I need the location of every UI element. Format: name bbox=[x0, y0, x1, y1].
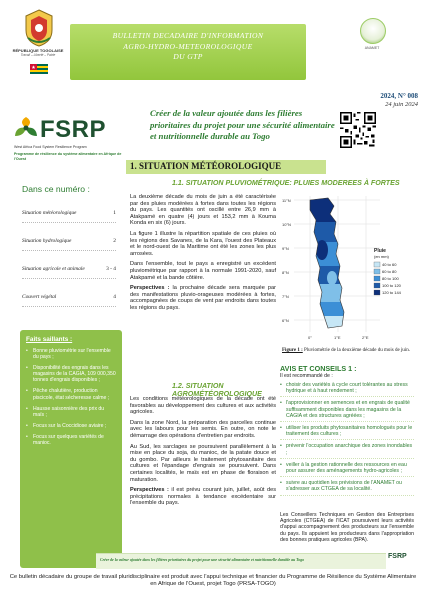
banner-line-2: AGRO-HYDRO-METEOROLOGIQUE bbox=[123, 41, 253, 51]
avis-item: • prévenir l'occupation anarchique des zones inondables ; bbox=[280, 443, 414, 458]
toc-item-label: Situation agricole et animale bbox=[22, 266, 85, 272]
avis-item: • utiliser les produits phytosanitaires homologués pour le traitement des cultures ; bbox=[280, 425, 414, 440]
footer-text: Ce bulletin décadaire du groupe de travail pluridisciplinaire est produit avec l'appui technique et financier du Programme de Résilience du Système Alimentaire en Afrique de l'Ouest, projet Togo (PRSA-TOGO) bbox=[9, 574, 417, 588]
toc-divider bbox=[22, 306, 116, 307]
lat-label: 7°N bbox=[282, 294, 289, 299]
lon-label: 2°E bbox=[362, 335, 369, 340]
perspectives-label: Perspectives : bbox=[130, 487, 169, 494]
paragraph: Au Sud, les sarclages se poursuivent parallèlement à la mise en place du soja, du manioc, de la patate douce et du gombo. Par ailleurs le traitement phytosanitaire des cultures et l'épandage d'engrais se poursuivent. Dans certaines localités, le maïs est en phase de floraison et maturation. bbox=[130, 443, 276, 483]
paragraph: La figure 1 illustre la répartition spatiale de ces pluies où les régions des Savanes, de la Kara, l'ouest des Plateaux et le nord-ouest de la Maritime ont été les zones les plus arrosées. bbox=[130, 230, 276, 257]
avis-item: • suivre au quotidien les prévisions de l'ANAMET ou s'adresser aux CTGEA de sa localité. bbox=[280, 480, 414, 495]
faits-item: • Bonne pluviométrie sur l'ensemble du pays ; bbox=[26, 348, 116, 360]
paragraph bbox=[130, 487, 276, 507]
lat-label: 6°N bbox=[282, 318, 289, 323]
faits-item: • Hausse saisonnière des prix du maïs ; bbox=[26, 406, 116, 418]
faits-list bbox=[26, 348, 116, 446]
toc-item-hydro[interactable] bbox=[22, 238, 116, 244]
avis-note: Les Conseillers Techniques en Gestion des Entreprises Agricoles (CTGEA) de l'ICAT poursuivent leurs activités d'appui accompagnement des producteurs sur l'ensemble du pays. Ils appuient les producteurs dans l'appropriation des bonnes pratiques agricoles (BPA). bbox=[280, 512, 414, 543]
anamet-label: ANAMET bbox=[364, 46, 380, 50]
footer-bar-text: Créer de la valeur ajoutée dans les filières prioritaires du projet pour une sécurité alimentaire et nutritionnelle durable au Togo bbox=[100, 558, 305, 562]
legend-label: 60 to 80 bbox=[382, 269, 397, 275]
title-banner bbox=[70, 24, 306, 80]
avis-item: • l'approvisionner en semences et en engrais de qualité suffisamment disponibles dans les magasins de la CAGIA et des structures agréées ; bbox=[280, 400, 414, 422]
avis-intro: Il est recommandé de : bbox=[280, 373, 333, 379]
faits-item: • Focus sur la Coccidiose aviaire ; bbox=[26, 423, 116, 429]
legend-unit: (en mm) bbox=[374, 254, 389, 259]
republic-motto: Travail – Liberté – Patrie bbox=[20, 53, 56, 57]
fsrp-program-fr: Programme de résilience du système alimentaire en Afrique de l'Ouest bbox=[14, 152, 122, 161]
subsection-1-2-body bbox=[130, 396, 276, 511]
lon-label: 0° bbox=[308, 335, 312, 340]
toc-divider bbox=[22, 250, 116, 251]
toc-item-page: 3 - 4 bbox=[106, 266, 116, 272]
lat-label: 10°N bbox=[282, 222, 291, 227]
legend-label: 120 to 144 bbox=[382, 290, 401, 296]
faits-item: • Focus sur quelques variétés de manioc. bbox=[26, 434, 116, 446]
banner-line-3: DU GTP bbox=[173, 52, 203, 61]
faits-title: Faits saillants : bbox=[26, 336, 73, 343]
avis-item: • choisir des variétés à cycle court tolérantes au stress hydrique et à haut rendement ; bbox=[280, 382, 414, 397]
toc-item-couvert[interactable] bbox=[22, 294, 116, 300]
subsection-1-1-title: 1.1. SITUATION PLUVIOMÉTRIQUE: PLUIES MODEREES À FORTES bbox=[172, 179, 400, 187]
fsrp-logo-icon bbox=[12, 114, 40, 142]
avis-title: AVIS ET CONSEILS 1 : bbox=[280, 364, 357, 373]
toc-title: Dans ce numéro : bbox=[22, 184, 90, 194]
subsection-1-1-body bbox=[130, 194, 276, 316]
toc-item-page: 2 bbox=[113, 238, 116, 244]
fsrp-wordmark: FSRP bbox=[40, 116, 107, 143]
figure-caption-text: Pluviométrie de la deuxième décade du mois de juin. bbox=[302, 348, 410, 353]
legend-swatch bbox=[374, 290, 380, 295]
toc-divider bbox=[22, 222, 116, 223]
toc-item-page: 4 bbox=[113, 294, 116, 300]
paragraph bbox=[130, 285, 276, 311]
legend-swatch bbox=[374, 262, 380, 267]
paragraph: La deuxième décade du mois de juin a été caractérisée par des pluies modérées à fortes dans toutes les régions du pays. Les quantités ont oscillé entre 26,9 mm à Atakpamé en quatre (4) jours et 153,2 mm à Kouma Konda en six (6) jours. bbox=[130, 194, 276, 227]
avis-list bbox=[280, 382, 414, 499]
rainfall-map bbox=[280, 192, 414, 344]
figure-label: Figure 1 : bbox=[282, 348, 303, 353]
anamet-logo-icon bbox=[360, 18, 386, 44]
toc-item-meteo[interactable] bbox=[22, 210, 116, 216]
paragraph: Les conditions météorologiques de la décade ont été favorables au développement des cultures et aux activités agricoles. bbox=[130, 396, 276, 416]
toc-item-label: Situation météorologique bbox=[22, 210, 77, 216]
qr-code-icon[interactable] bbox=[340, 112, 376, 148]
legend-swatch bbox=[374, 276, 380, 281]
avis-item: • veiller à la gestion rationnelle des ressources en eau pour assurer des aménagements hydro-agricoles ; bbox=[280, 462, 414, 477]
legend-label: 40 to 60 bbox=[382, 262, 397, 268]
legend-title: Pluie bbox=[374, 248, 386, 254]
toc-item-label: Situation hydrologique bbox=[22, 238, 72, 244]
legend-swatch bbox=[374, 269, 380, 274]
figure-caption bbox=[282, 348, 412, 354]
toc-item-agricole[interactable] bbox=[22, 266, 116, 272]
toc-divider bbox=[22, 278, 116, 279]
republic-label: RÉPUBLIQUE TOGOLAISE bbox=[12, 48, 64, 53]
toc-item-label: Couvert végétal bbox=[22, 294, 57, 300]
faits-saillants-box bbox=[20, 330, 122, 568]
subsection-1-2-title: 1.2. SITUATION AGROMÉTÉOROLOGIQUE bbox=[172, 382, 262, 398]
issue-date: 24 juin 2024 bbox=[385, 101, 418, 108]
paragraph: Dans la zone Nord, la préparation des parcelles continue avec les labours pour les semis. En outre, on note le démarrage des opérations d'entretien par endroits. bbox=[130, 419, 276, 439]
lat-label: 9°N bbox=[282, 246, 289, 251]
perspectives-label: Perspectives : bbox=[130, 285, 170, 292]
issue-number: 2024, N° 008 bbox=[380, 92, 418, 100]
togo-flag-icon bbox=[30, 64, 48, 74]
faits-item: • Pêche chalutière, production piscicole, état sécheresse calme ; bbox=[26, 388, 116, 400]
legend-swatch bbox=[374, 283, 380, 288]
toc-item-page: 1 bbox=[113, 210, 116, 216]
legend-label: 80 to 100 bbox=[382, 276, 399, 282]
faits-item: • Disponibilité des engrais dans les magasins de la CAGIA, 109 000,350 tonnes d'engrais disponibles ; bbox=[26, 365, 116, 383]
perspectives-text: il est prévu courant juin, juillet, août des précipitations normales à tendance excédentaire sur l'ensemble du pays. bbox=[130, 487, 277, 507]
lon-label: 1°E bbox=[334, 335, 341, 340]
legend-label: 100 to 120 bbox=[382, 283, 401, 289]
fsrp-program-en: West Africa Food System Resilience Program bbox=[14, 145, 87, 149]
project-tagline: Créer de la valeur ajoutée dans les filières prioritaires du projet pour une sécurité alimentaire et nutritionnelle durable au Togo bbox=[150, 108, 335, 141]
section-1-title: 1. SITUATION MÉTÉOROLOGIQUE bbox=[130, 161, 282, 171]
lat-label: 8°N bbox=[282, 270, 289, 275]
footer-fsrp-logo: FSRP bbox=[388, 553, 407, 560]
paragraph: Dans l'ensemble, tout le pays a enregistré un excédent pluviométrique par rapport à la normale 1991-2020, sauf Atakpamé et la bande côtière. bbox=[130, 261, 276, 281]
coat-of-arms-icon bbox=[22, 8, 56, 48]
banner-line-1: BULLETIN DECADAIRE D'INFORMATION bbox=[112, 31, 264, 40]
lat-label: 11°N bbox=[282, 198, 291, 203]
perspectives-text: la prochaine décade sera marquée par des manifestations pluvio-orageuses modérées à fortes, accompagnées de coups de vent par endroits dans toutes les régions du pays. bbox=[130, 285, 276, 311]
